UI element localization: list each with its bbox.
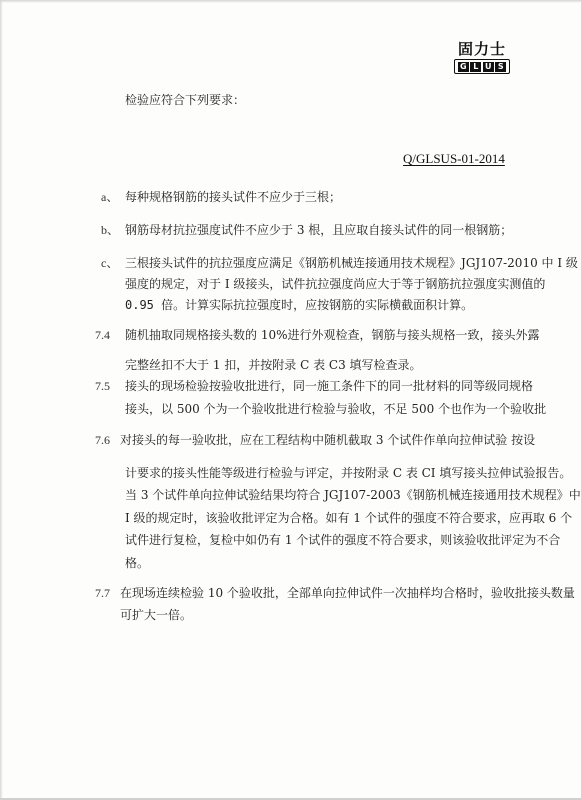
logo-letter: G	[458, 62, 469, 72]
section-7-6-line: 计要求的接头性能等级进行检验与评定，并按附录 C 表 CI 填写接头拉伸试验报告。	[125, 466, 572, 480]
item-text-c-line: 0.95 倍。计算实际抗拉强度时，应按钢筋的实际横截面积计算。	[125, 298, 474, 312]
logo-letter-box	[454, 59, 510, 74]
logo-chinese-name: 固力士	[457, 40, 506, 58]
item-marker-c: c、	[101, 256, 119, 270]
scan-edge-left	[0, 0, 3, 800]
item-text-a: 每种规格钢筋的接头试件不应少于三根；	[125, 190, 342, 204]
section-number-7-6: 7.6	[95, 433, 110, 447]
item-text-c-line: 强度的规定，对于 I 级接头，试件抗拉强度尚应大于等于钢筋抗拉强度实测值的	[125, 277, 546, 291]
intro-text: 检验应符合下列要求：	[125, 93, 246, 107]
item-marker-b: b、	[101, 223, 120, 237]
section-7-6-line: 试件进行复检，复检中如仍有 1 个试件的强度不符合要求，则该验收批评定为不合	[125, 533, 561, 547]
item-text-b: 钢筋母材抗拉强度试件不应少于 3 根，且应取自接头试件的同一根钢筋；	[125, 223, 513, 237]
section-number-7-5: 7.5	[95, 379, 110, 393]
company-logo	[446, 40, 518, 78]
section-number-7-4: 7.4	[95, 328, 110, 342]
logo-letter: U	[483, 62, 494, 72]
section-7-6-line: 格。	[125, 556, 150, 570]
item-text-c-line: 三根接头试件的抗拉强度应满足《钢筋机械连接通用技术规程》JGJ107-2010 中 I 级	[125, 256, 578, 270]
document-code: Q/GLSUS-01-2014	[403, 151, 505, 166]
section-number-7-7: 7.7	[95, 586, 110, 600]
section-7-5-line: 接头，以 500 个为一个验收批进行检验与验收，不足 500 个也作为一个验收批	[125, 402, 547, 416]
item-marker-a: a、	[101, 190, 119, 204]
logo-letter: S	[495, 62, 506, 72]
section-7-7-line: 可扩大一倍。	[120, 608, 193, 622]
section-7-6-line: 当 3 个试件单向拉伸试验结果均符合 JGJ107-2003《钢筋机械连接通用技术规程》中	[125, 488, 581, 502]
scan-edge-top	[0, 0, 581, 3]
section-7-6-line: 对接头的每一验收批，应在工程结构中随机截取 3 个试件作单向拉伸试验 按设	[120, 433, 536, 447]
logo-letter: L	[470, 62, 481, 72]
section-7-6-line: I 级的规定时，该验收批评定为合格。如有 1 个试件的强度不符合要求，应再取 6 个	[125, 511, 573, 525]
section-7-4-line: 完整丝扣不大于 1 扣，并按附录 C 表 C3 填写检查录。	[125, 358, 422, 372]
section-7-5-line: 接头的现场检验按验收批进行，同一施工条件下的同一批材料的同等级同规格	[125, 379, 534, 393]
section-7-7-line: 在现场连续检验 10 个验收批，全部单向拉伸试件一次抽样均合格时，验收批接头数量	[120, 586, 575, 600]
section-7-4-line: 随机抽取同规格接头数的 10%进行外观检查，钢筋与接头规格一致，接头外露	[125, 328, 540, 342]
